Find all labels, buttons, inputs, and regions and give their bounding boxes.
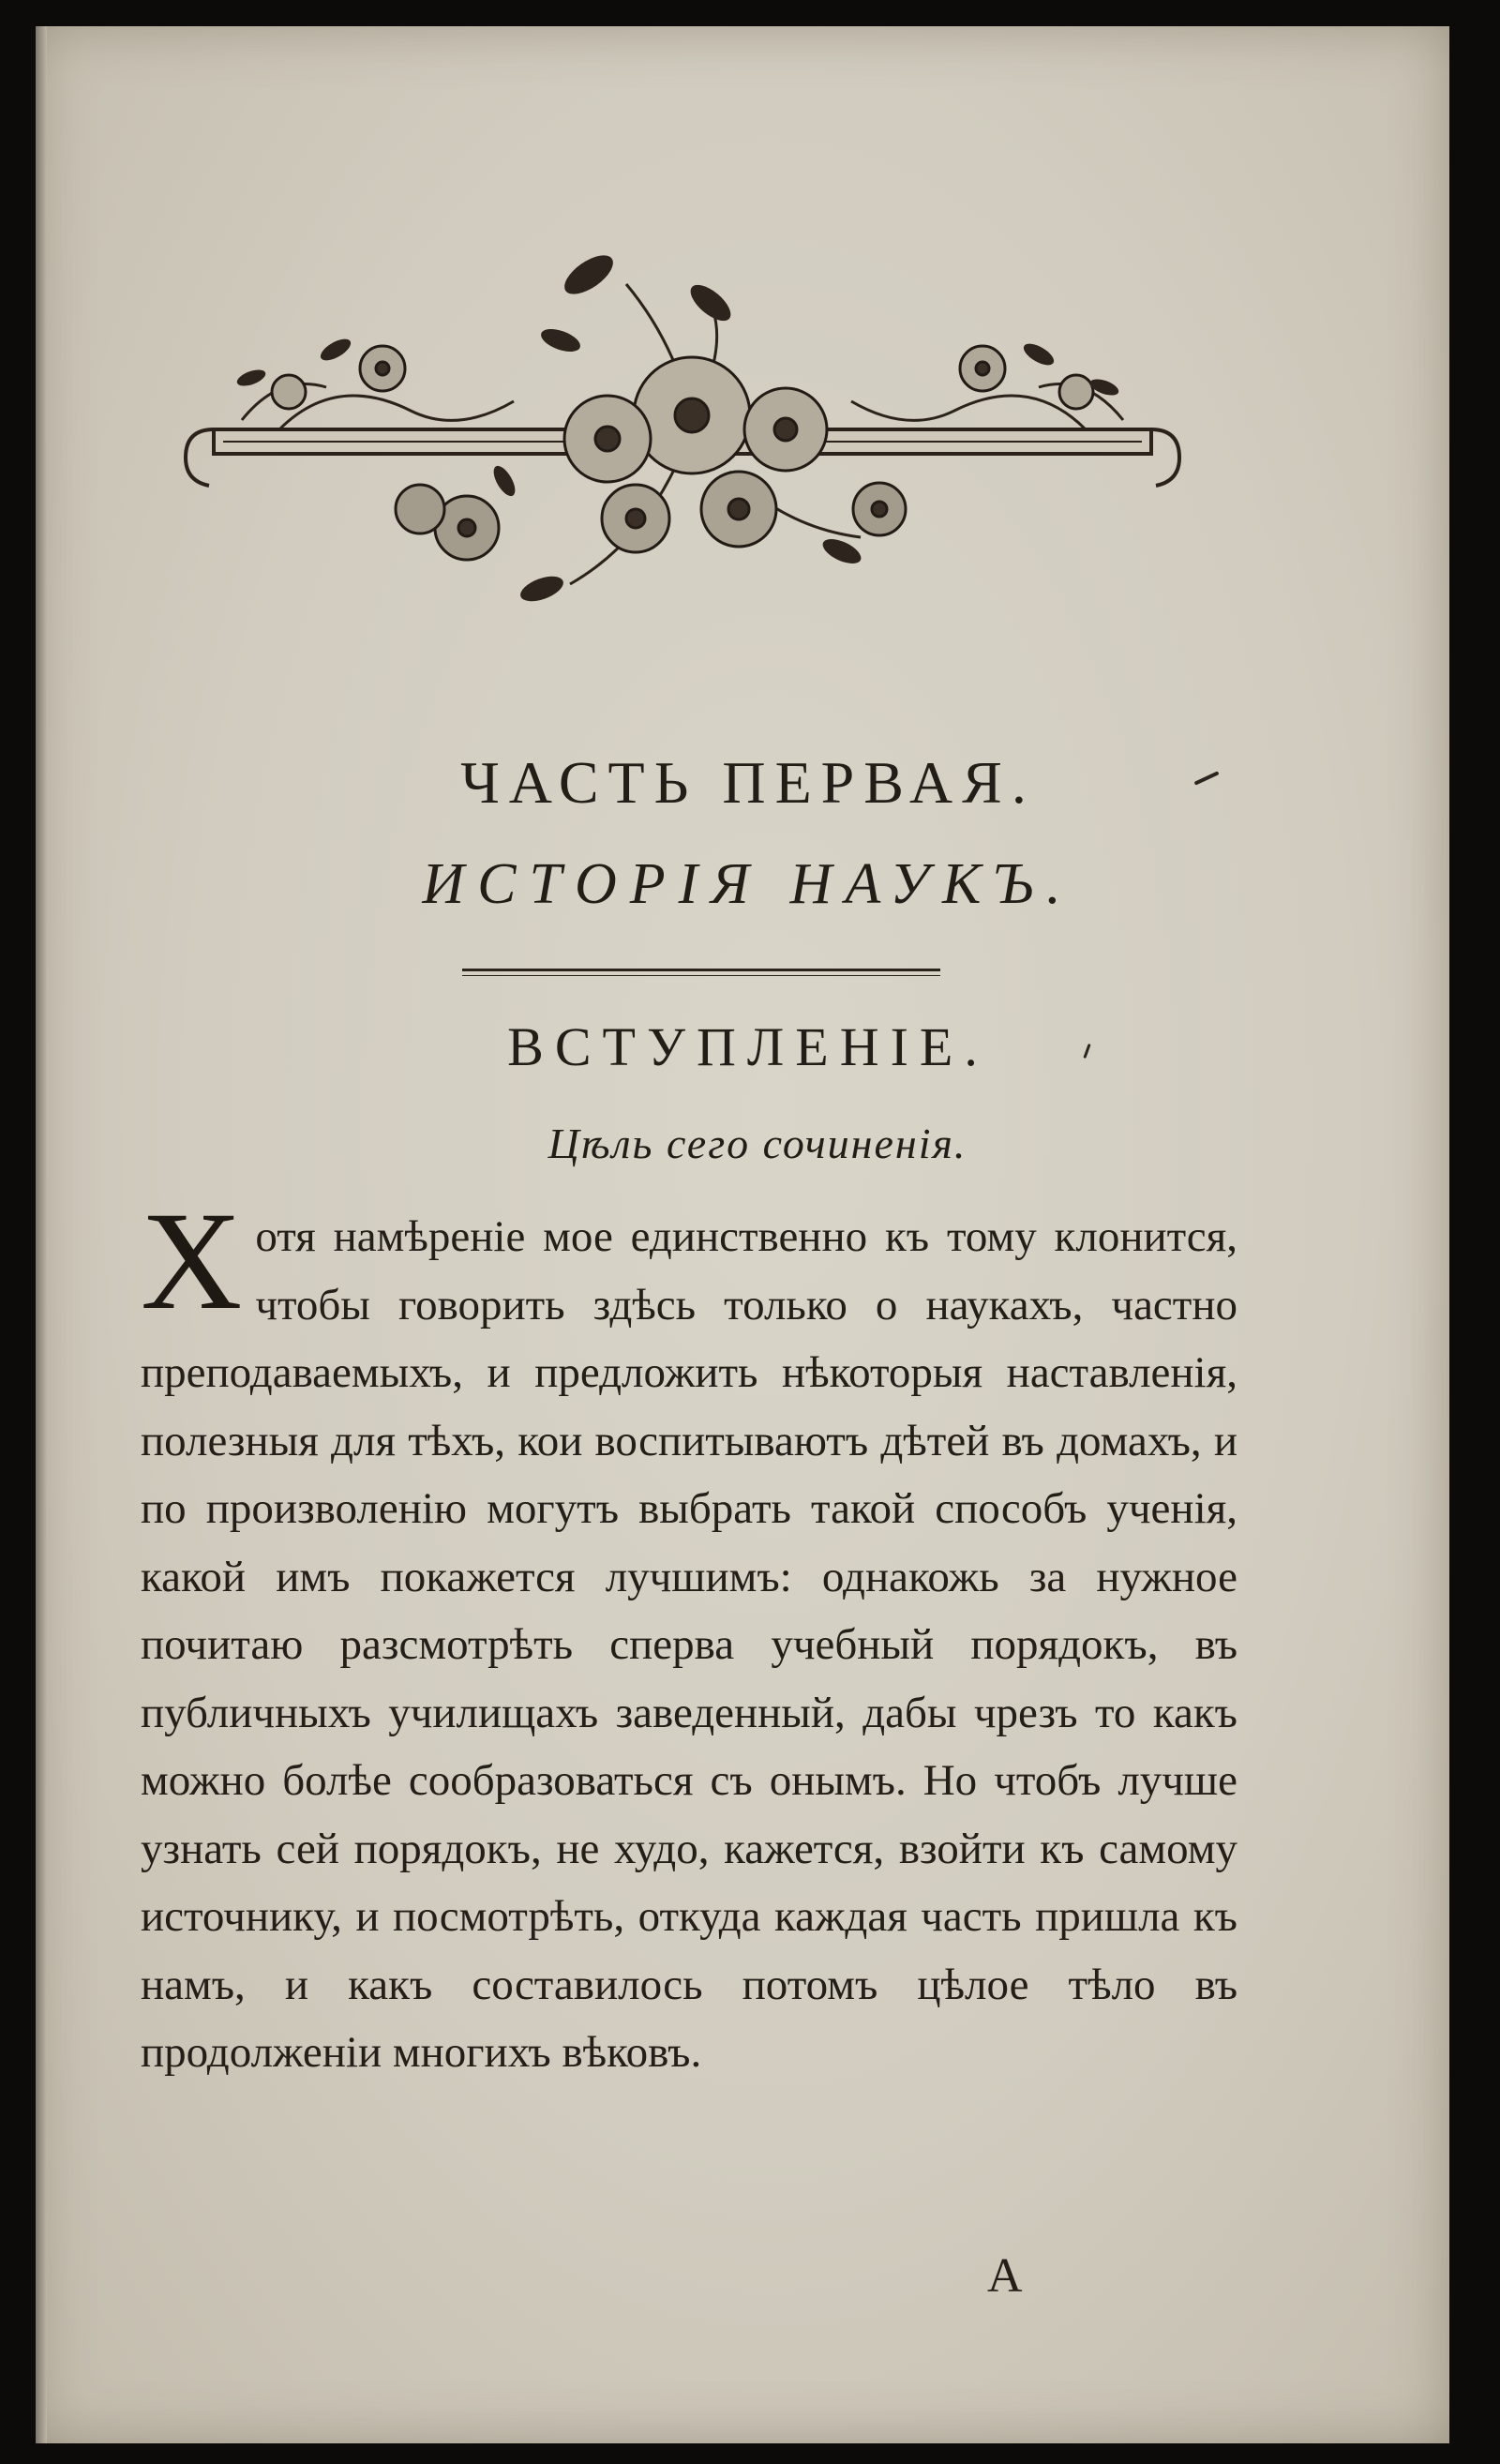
- section-title: ВСТУПЛЕНІЕ.: [507, 1016, 989, 1077]
- drop-cap: Х: [141, 1183, 243, 1339]
- floral-ornament: [167, 228, 1198, 631]
- double-rule-divider: [462, 969, 940, 976]
- page-spine-edge: [36, 26, 47, 2443]
- body-paragraph: [141, 1183, 1238, 2087]
- part-title: ЧАСТЬ ПЕРВАЯ.: [460, 749, 1036, 816]
- sub-title: ИСТОРІЯ НАУКЪ.: [422, 852, 1074, 916]
- body-text: отя намѣреніе мое единственно къ тому клонится, чтобы говорить здѣсь только о наукахъ, частно преподаваемыхъ, и предложить нѣкоторыя наставленія, полезныя для тѣхъ, кои воспитываютъ дѣтей въ домахъ, и по произволенію могутъ выбрать такой способъ ученія, какой имъ покажется лучшимъ: однакожь за нужное почитаю разсмотрѣть сперва учебный порядокъ, въ публичныхъ училищахъ заведенный, дабы чрезъ то какъ можно болѣе сообразоваться съ онымъ. Но чтобъ лучше узнать сей порядокъ, не худо, кажется, взойти къ самому источнику, и посмотрѣть, откуда каждая часть пришла къ намъ, и какъ составилось потомъ цѣлое тѣло въ продолженіи многихъ вѣковъ.: [141, 1212, 1238, 2077]
- chapter-heading: Цѣль сего сочиненія.: [548, 1119, 968, 1167]
- signature-mark: А: [987, 2249, 1023, 2303]
- book-page: [36, 26, 1449, 2443]
